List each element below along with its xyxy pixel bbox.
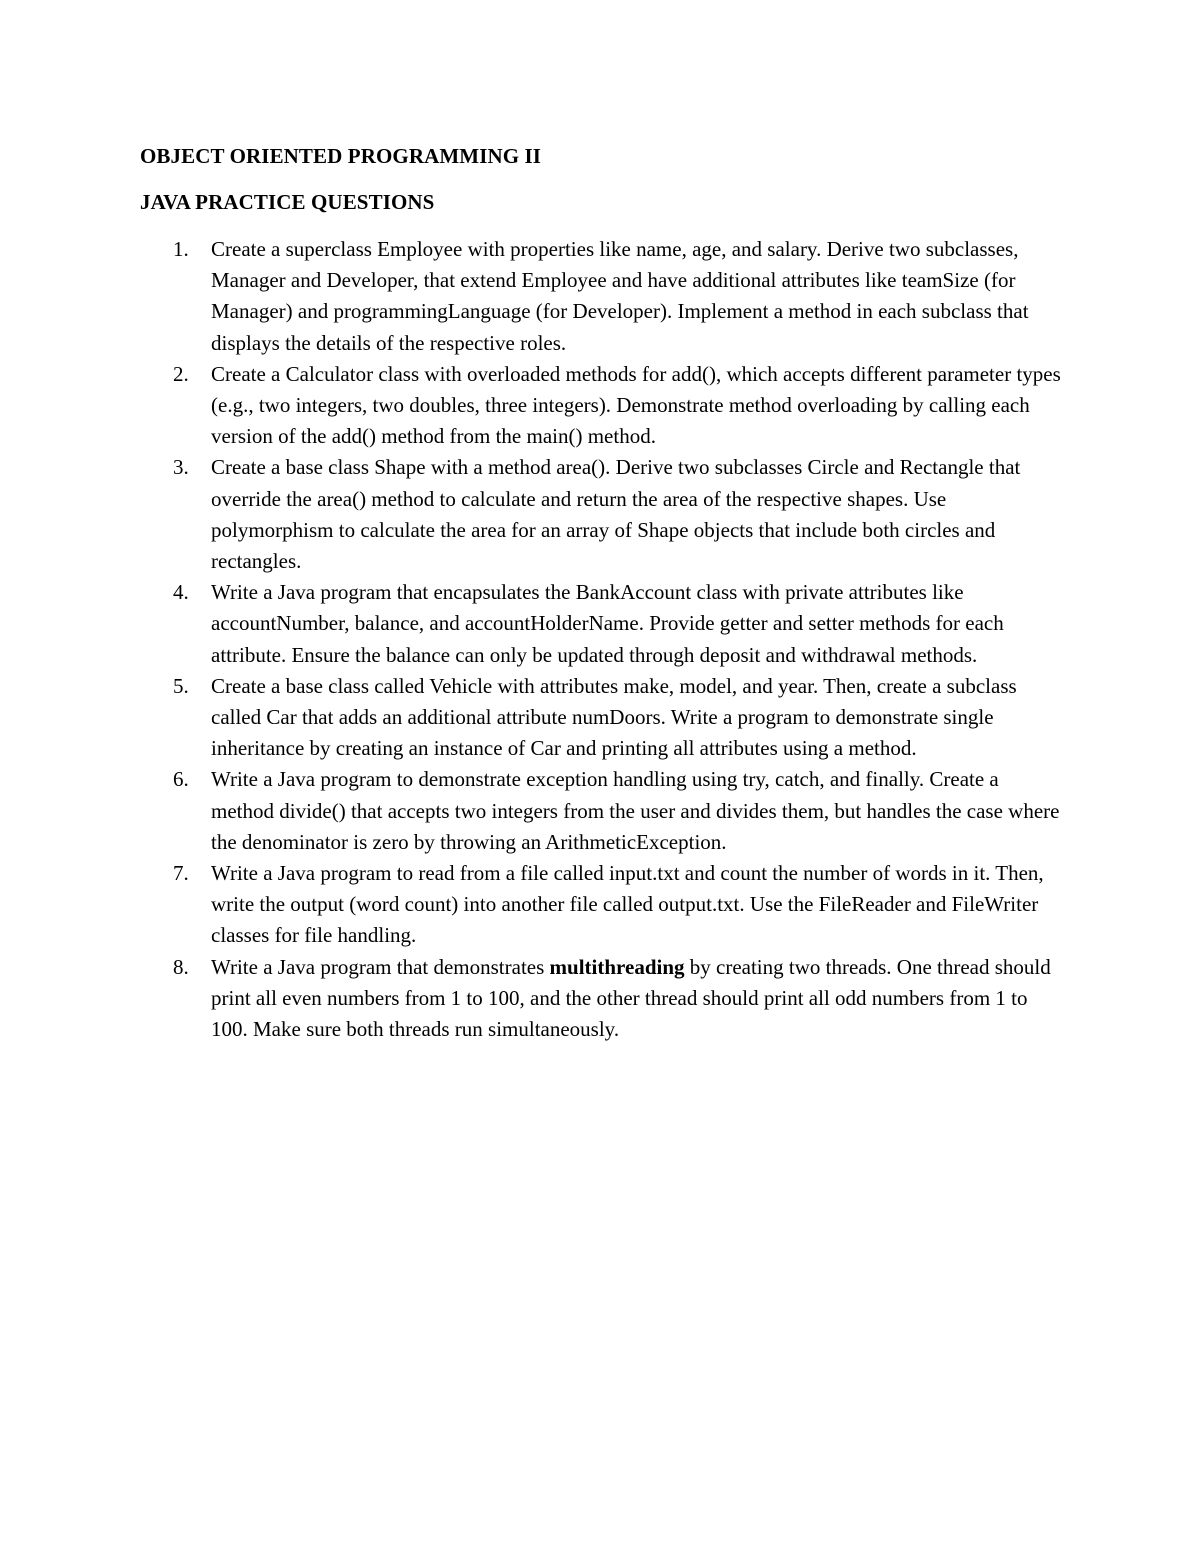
question-item [140,764,1065,858]
question-item [140,452,1065,577]
question-text-part: by creating two threads. One thread should print all even numbers from 1 to 100, and the other thread should print all odd numbers from 1 to 100. Make sure both threads run simultaneously. [211,954,1051,1042]
question-text: Write a Java program to read from a file called input.txt and count the number of words in it. Then, write the output (word count) into another file called output.txt. Use the FileReader and FileWriter classes for file handling. [211,861,1044,948]
question-text: Write a Java program that encapsulates the BankAccount class with private attributes like accountNumber, balance, and accountHolderName. Provide getter and setter methods for each attribute. Ensure the balance can only be updated through deposit and withdrawal methods. [211,580,1004,667]
document-title: OBJECT ORIENTED PROGRAMMING II [140,144,542,168]
question-item [140,952,1065,1046]
question-number: 3. [173,455,189,480]
question-number: 8. [173,954,189,979]
question-item [140,577,1065,671]
question-item [140,671,1065,765]
question-number: 6. [173,767,189,792]
question-number: 4. [173,580,189,605]
question-text: Create a Calculator class with overloaded methods for add(), which accepts different parameter types (e.g., two integers, two doubles, three integers). Demonstrate method overloading by calling each version of the add() method from the main() method. [211,361,1061,449]
question-text: Create a superclass Employee with properties like name, age, and salary. Derive two subclasses, Manager and Developer, that extend Employee and have additional attributes like teamSize (for Manager) and programmingLanguage (for Developer). Implement a method in each subclass that displays the details of the respective roles. [211,237,1029,355]
question-text: Write a Java program to demonstrate exception handling using try, catch, and finally. Create a method divide() that accepts two integers from the user and divides them, but handles the case where the denominator is zero by throwing an ArithmeticException. [211,767,1060,854]
question-text [211,952,1065,1046]
question-item [140,234,1065,359]
question-list [140,234,1065,1045]
question-number: 7. [173,861,189,886]
question-text: Create a base class Shape with a method area(). Derive two subclasses Circle and Rectangle that override the area() method to calculate and return the area of the respective shapes. Use polymorphism to calculate the area for an array of Shape objects that include both circles and rectangles. [211,455,1021,574]
question-item [140,359,1065,453]
question-number: 2. [173,361,189,386]
question-text-emphasis: multithreading [549,954,685,979]
question-text-part: Write a Java program that demonstrates [211,954,550,979]
question-text: Create a base class called Vehicle with attributes make, model, and year. Then, create a subclass called Car that adds an additional attribute numDoors. Write a program to demonstrate single inheritance by creating an instance of Car and printing all attributes using a method. [211,673,1017,761]
question-item [140,858,1065,952]
question-number: 1. [173,237,189,261]
question-number: 5. [173,673,189,698]
document-subtitle: JAVA PRACTICE QUESTIONS [140,190,435,214]
